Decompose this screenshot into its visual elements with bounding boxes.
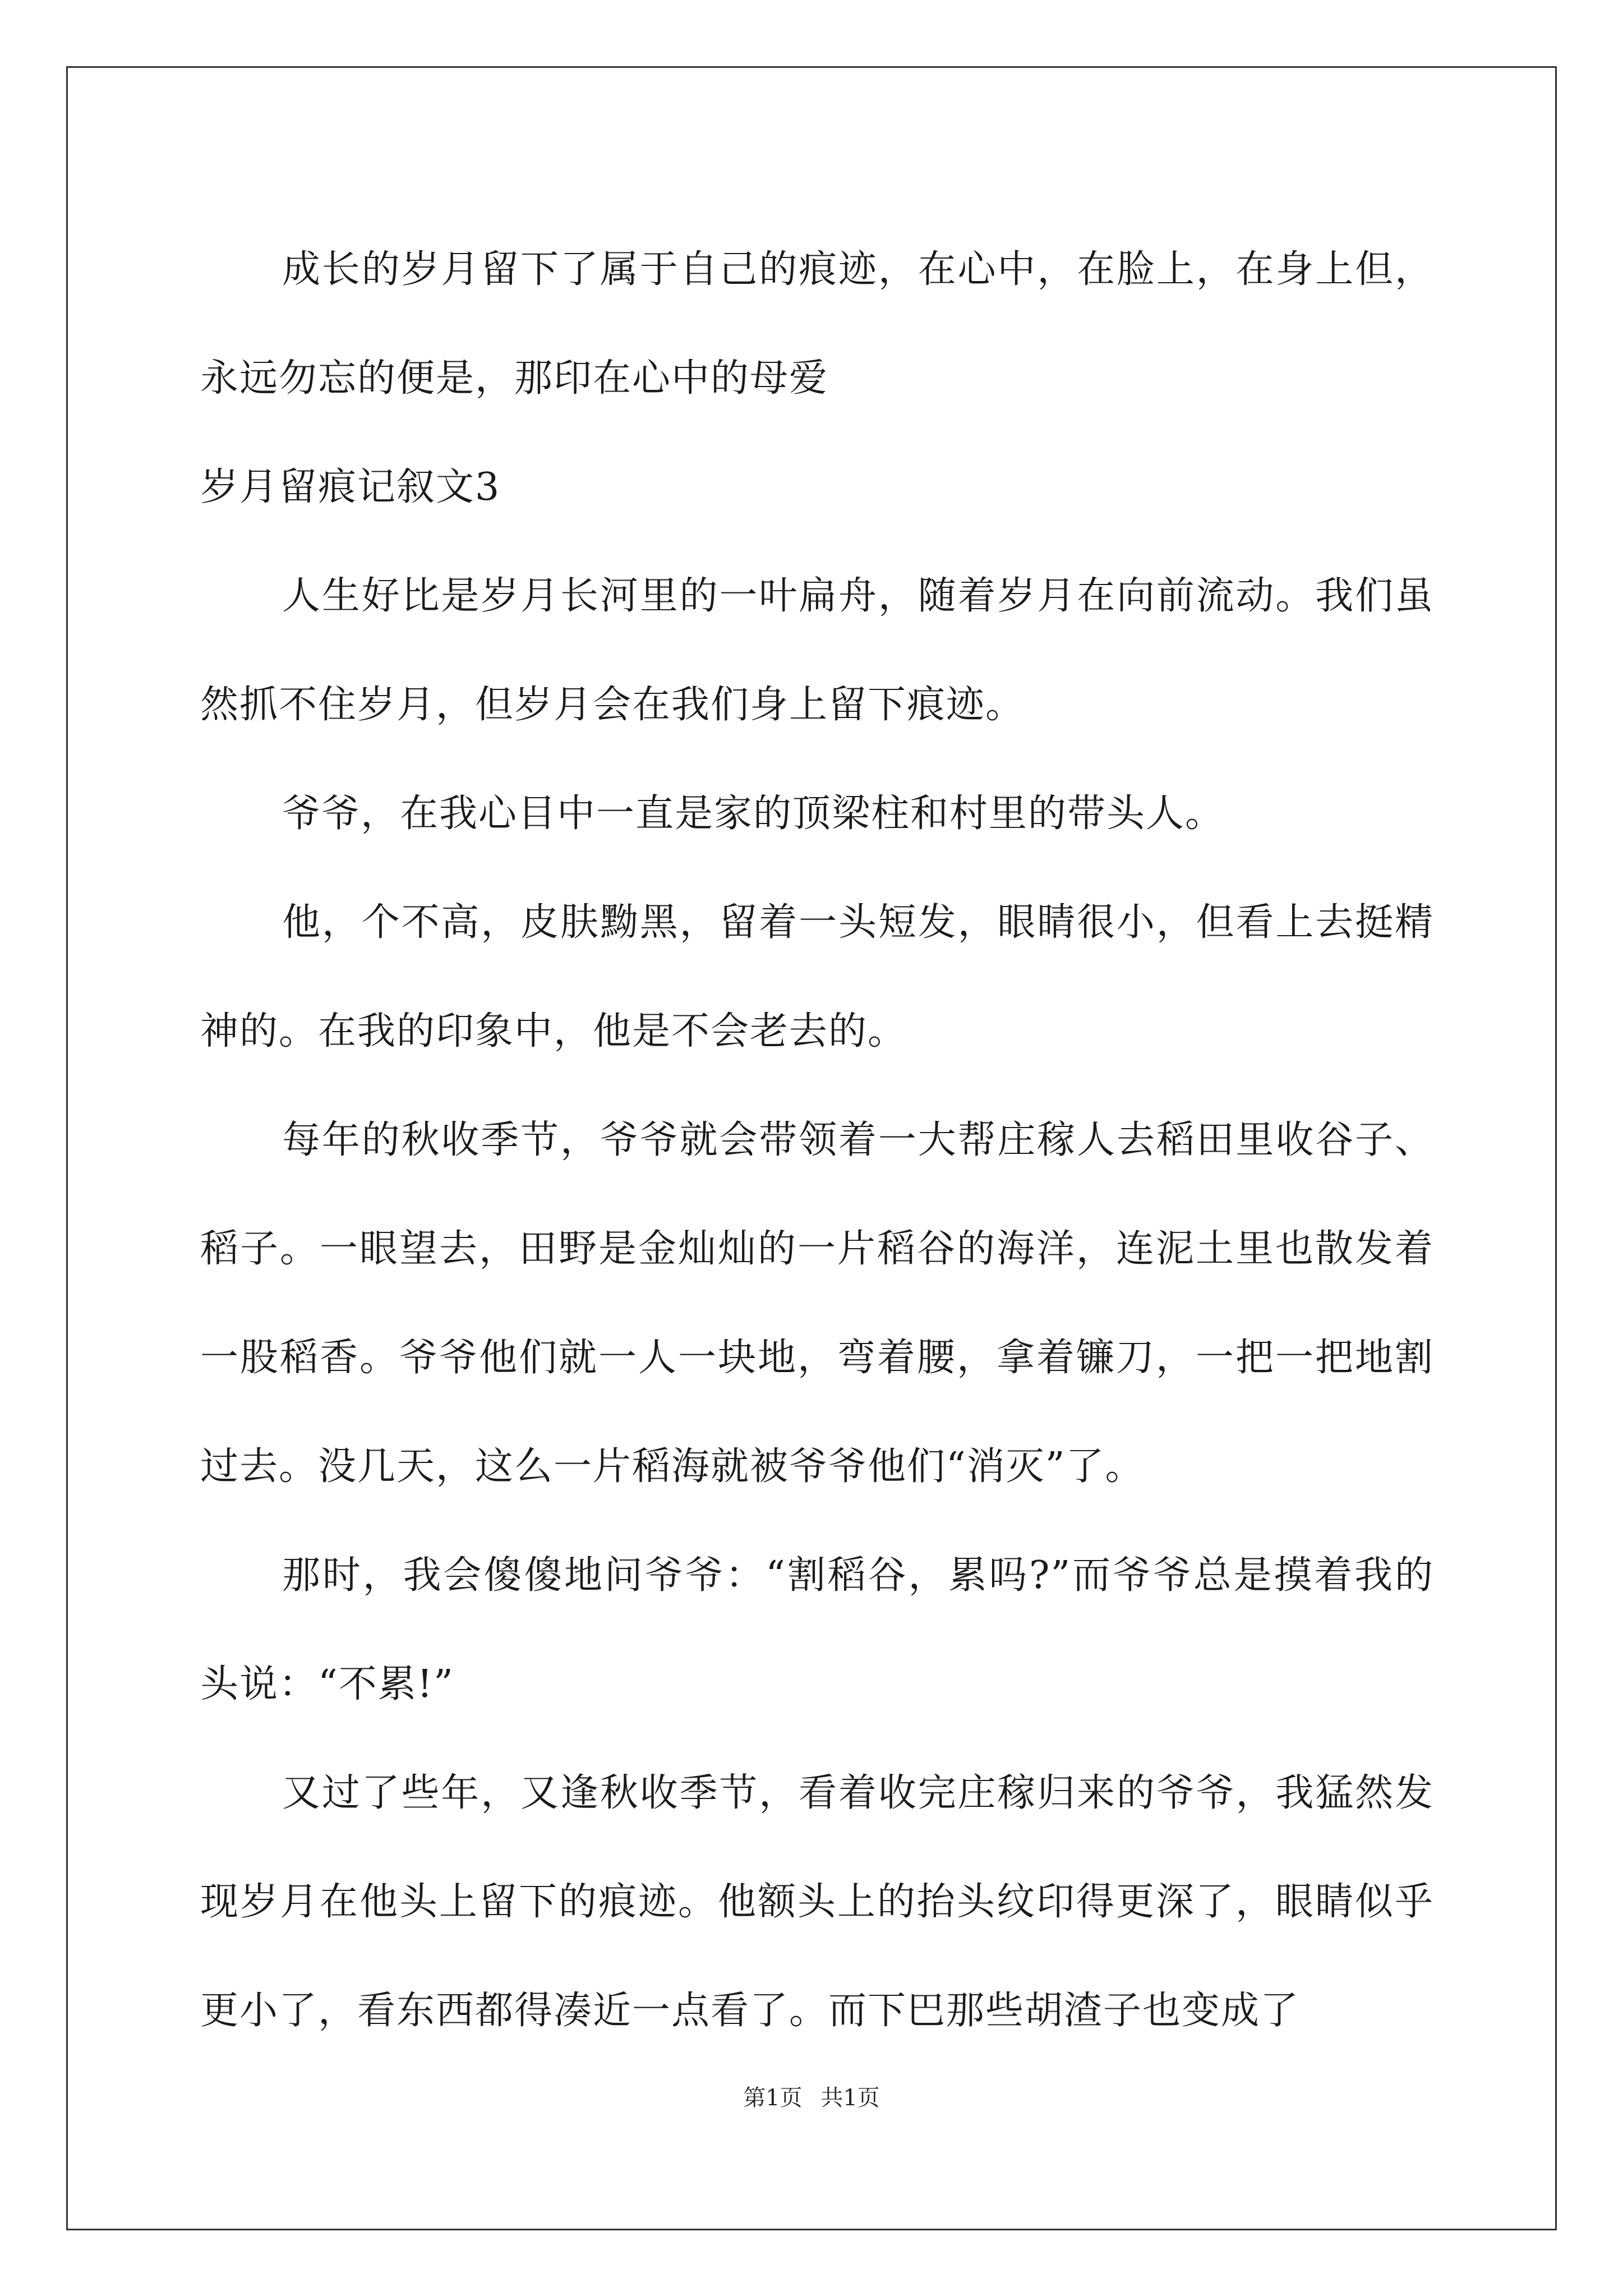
section-heading: 岁月留痕记叙文3 [200,465,501,509]
paragraph-5: 每年的秋收季节，爷爷就会带领着一大帮庄稼人去稻田里收谷子、稻子。一眼望去，田野是金灿灿的一片稻谷的海洋，连泥土里也散发着一股稻香。爷爷他们就一人一块地，弯着腰，拿着镰刀，一把一把地割过去。没几天，这么一片稻海就被爷爷他们“消灭”了。 [200,1118,1434,1489]
paragraph-6: 那时，我会傻傻地问爷爷：“割稻谷，累吗?”而爷爷总是摸着我的头说：“不累!” [200,1553,1434,1706]
paragraph-3: 爷爷，在我心目中一直是家的顶梁柱和村里的带头人。 [282,792,1225,836]
paragraph-1: 成长的岁月留下了属于自己的痕迹，在心中，在脸上，在身上但，永远勿忘的便是，那印在心中的母爱 [200,247,1434,401]
document-body [200,215,1434,2065]
page-total: 共1页 [820,2085,880,2111]
paragraph-4: 他，个不高，皮肤黝黑，留着一头短发，眼睛很小，但看上去挺精神的。在我的印象中，他是不会老去的。 [200,900,1434,1053]
page-footer [0,2084,1623,2112]
page-number: 第1页 [743,2085,803,2111]
paragraph-2: 人生好比是岁月长河里的一叶扁舟，随着岁月在向前流动。我们虽然抓不住岁月，但岁月会在我们身上留下痕迹。 [200,574,1434,727]
paragraph-7: 又过了些年，又逢秋收季节，看着收完庄稼归来的爷爷，我猛然发现岁月在他头上留下的痕迹。他额头上的抬头纹印得更深了，眼睛似乎更小了，看东西都得凑近一点看了。而下巴那些胡渣子也变成了 [200,1771,1434,2033]
